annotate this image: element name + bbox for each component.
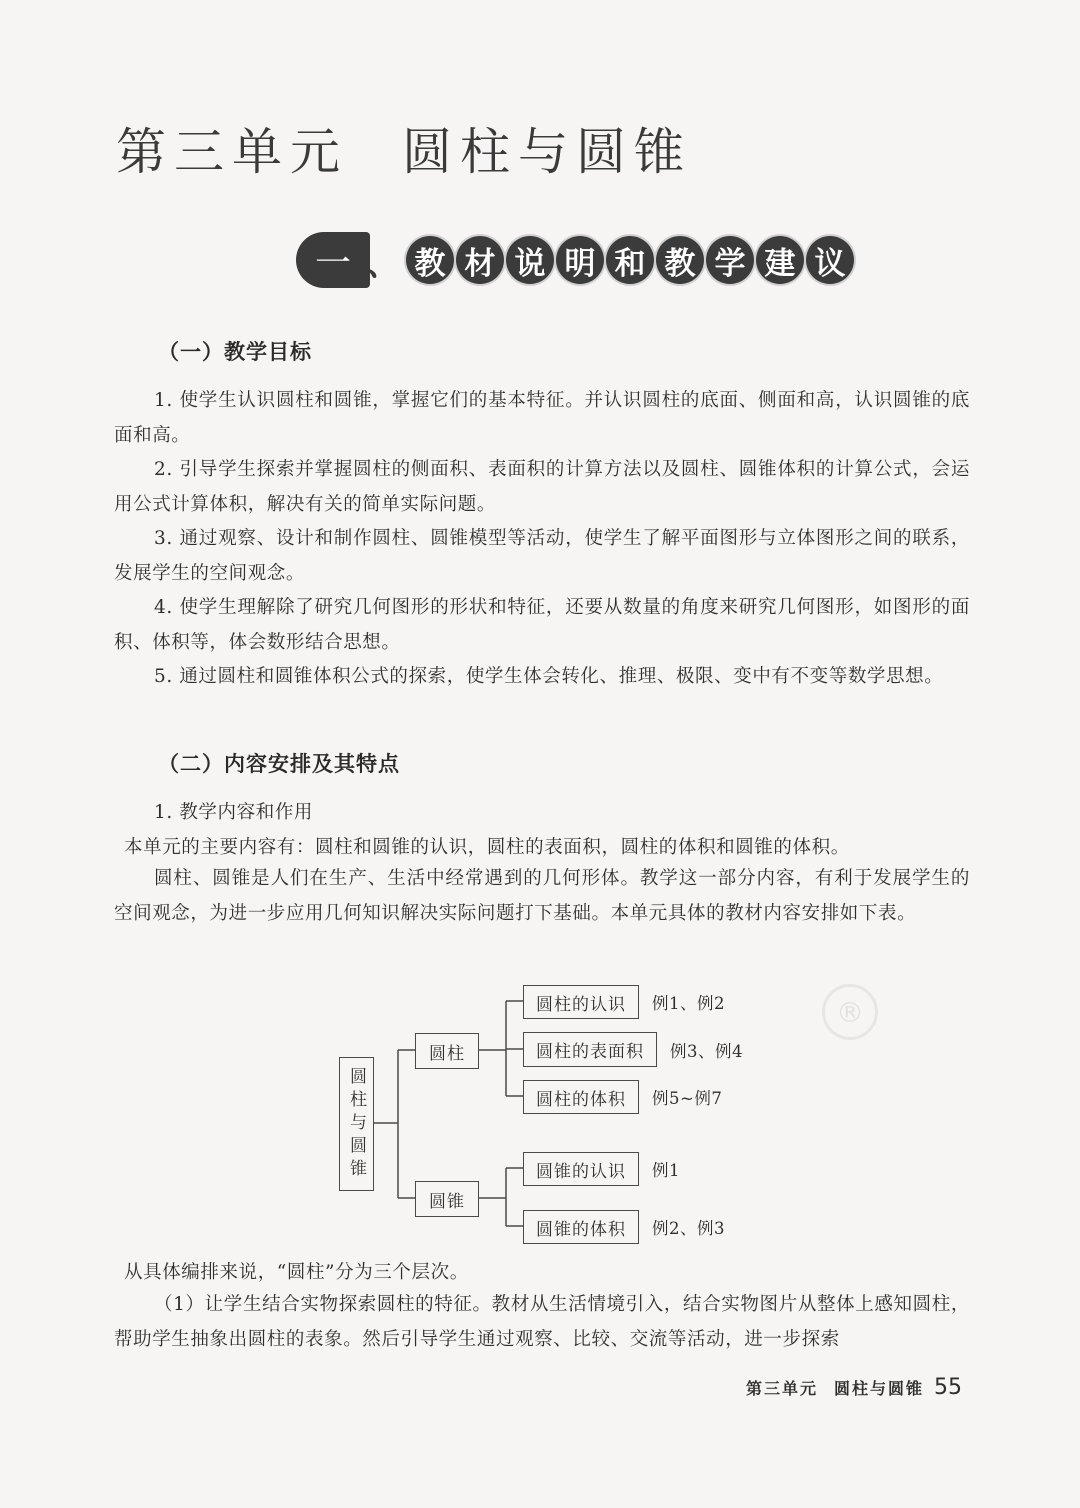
diagram-root: 圆柱与圆锥 (339, 1057, 374, 1191)
unit-title (116, 112, 692, 184)
layers-intro: 从具体编排来说，“圆柱”分为三个层次。 (124, 1262, 469, 1283)
goal-paragraph: 3. 通过观察、设计和制作圆柱、圆锥模型等活动，使学生了解平面图形与立体图形之间的联系，发展学生的空间观念。 (114, 528, 970, 584)
subheading: 1. 教学内容和作用 (154, 802, 314, 823)
page-number: 55 (934, 1375, 962, 1400)
unit-label: 第三单元 (116, 123, 348, 181)
diagram-examples: 例3、例4 (670, 1042, 743, 1061)
banner-char: 材 (456, 236, 504, 284)
footer-title: 圆柱与圆锥 (833, 1379, 924, 1398)
diagram-branch-cylinder: 圆柱 (415, 1033, 479, 1069)
diagram-item: 圆柱的表面积 (523, 1032, 657, 1067)
goal-paragraph: 1. 使学生认识圆柱和圆锥，掌握它们的基本特征。并认识圆柱的底面、侧面和高，认识圆锥的底面和高。 (114, 390, 970, 446)
banner-char: 说 (506, 236, 554, 284)
diagram-item: 圆柱的体积 (523, 1080, 639, 1114)
diagram-examples: 例1 (652, 1161, 680, 1180)
unit-name: 圆柱与圆锥 (402, 123, 692, 181)
diagram-examples: 例2、例3 (652, 1219, 725, 1238)
footer-unit: 第三单元 (745, 1379, 818, 1398)
goal-paragraph: 2. 引导学生探索并掌握圆柱的侧面积、表面积的计算方法以及圆柱、圆锥体积的计算公式，会运用公式计算体积，解决有关的简单实际问题。 (114, 459, 970, 515)
diagram-examples: 例1、例2 (652, 994, 725, 1013)
banner-char: 议 (806, 236, 854, 284)
content-paragraph: 圆柱、圆锥是人们在生产、生活中经常遇到的几何形体。教学这一部分内容，有利于发展学生的空间观念，为进一步应用几何知识解决实际问题打下基础。本单元具体的教材内容安排如下表。 (114, 868, 970, 924)
diagram-branch-cone: 圆锥 (415, 1181, 479, 1217)
layer-paragraph: （1）让学生结合实物探索圆柱的特征。教材从生活情境引入，结合实物图片从整体上感知圆柱，帮助学生抽象出圆柱的表象。然后引导学生通过观察、比较、交流等活动，进一步探索 (114, 1294, 970, 1350)
page-footer (746, 1375, 962, 1400)
banner-char: 学 (706, 236, 754, 284)
diagram-item: 圆锥的体积 (523, 1210, 639, 1244)
banner-char: 教 (406, 236, 454, 284)
diagram-item: 圆柱的认识 (523, 985, 639, 1019)
content-summary: 本单元的主要内容有：圆柱和圆锥的认识，圆柱的表面积，圆柱的体积和圆锥的体积。 (124, 837, 850, 858)
banner-comma: 、 (366, 243, 400, 284)
banner-char: 和 (606, 236, 654, 284)
banner-char: 明 (556, 236, 604, 284)
section-heading-goals: （一）教学目标 (158, 340, 312, 364)
diagram-item: 圆锥的认识 (523, 1152, 639, 1186)
section-banner (296, 232, 854, 288)
banner-lead: 一 (296, 232, 370, 288)
registered-mark: ® (822, 984, 878, 1040)
diagram-examples: 例5~例7 (652, 1089, 723, 1108)
section-heading-content: （二）内容安排及其特点 (158, 752, 400, 776)
goal-paragraph: 5. 通过圆柱和圆锥体积公式的探索，使学生体会转化、推理、极限、变中有不变等数学思想。 (154, 666, 944, 687)
banner-char: 教 (656, 236, 704, 284)
goal-paragraph: 4. 使学生理解除了研究几何图形的形状和特征，还要从数量的角度来研究几何图形，如图形的面积、体积等，体会数形结合思想。 (114, 597, 970, 653)
banner-char: 建 (756, 236, 804, 284)
